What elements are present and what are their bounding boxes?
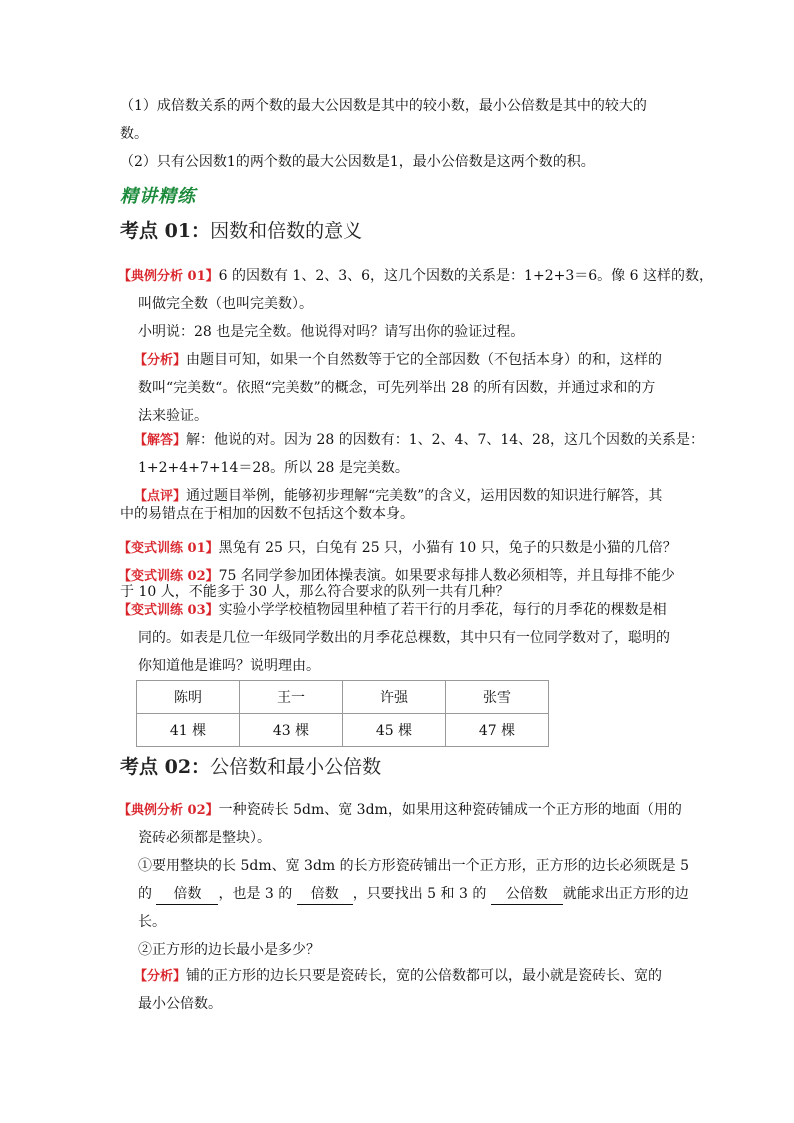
analysis-tag: 【分析】 <box>134 353 187 368</box>
variant-02-tag: 【变式训练 02】 <box>118 569 219 584</box>
table-row <box>137 681 549 714</box>
kaodian-02-title: 公倍数和最小公倍数 <box>210 756 382 778</box>
question-1-line-3: 长。 <box>138 914 166 930</box>
variant-01-text: 黑兔有 25 只，白兔有 25 只，小猫有 10 只，兔子的只数是小猫的几倍？ <box>218 540 677 556</box>
variant-02-line-2: 于 10 人，不能多于 30 人，那么符合要求的队列一共有几种？ <box>120 584 510 600</box>
answer-01-text-1: 解：他说的对。因为 28 的因数有：1、2、4、7、14、28，这几个因数的关系是： <box>186 432 704 448</box>
comment-01-line-2: 中的易错点在于相加的因数不包括这个数本身。 <box>120 506 414 522</box>
table-cell: 张雪 <box>446 681 549 714</box>
example-01-line-1 <box>118 266 713 287</box>
variant-03-text-1: 实验小学学校植物园里种植了若干行的月季花，每行的月季花的棵数是相 <box>218 602 667 618</box>
variant-01-tag: 【变式训练 01】 <box>118 541 219 556</box>
analysis-02-tag: 【分析】 <box>134 969 187 984</box>
kaodian-01-title: 因数和倍数的意义 <box>210 220 363 242</box>
analysis-01-text-1: 由题目可知，如果一个自然数等于它的全部因数（不包括本身）的和，这样的 <box>186 352 663 368</box>
kaodian-02-heading <box>120 752 381 779</box>
kaodian-02-label: 考点 02： <box>120 756 211 778</box>
table-cell: 王一 <box>240 681 343 714</box>
table-row <box>137 714 549 747</box>
example-01-line-2: 叫做完全数（也叫完美数）。 <box>138 296 313 312</box>
analysis-01-line-1 <box>134 350 662 371</box>
table-cell: 43 棵 <box>240 714 343 747</box>
table-cell: 陈明 <box>137 681 240 714</box>
intro-line-2: （2）只有公因数1的两个数的最大公因数是1，最小公倍数是这两个数的积。 <box>120 154 595 170</box>
section-heading: 精讲精练 <box>120 186 196 207</box>
example-01-line-3: 小明说：28 也是完全数。他说得对吗？请写出你的验证过程。 <box>138 324 525 340</box>
answer-01-line-2: 1+2+4+7+14＝28。所以 28 是完美数。 <box>138 460 409 476</box>
intro-line-1b: 数。 <box>120 126 148 142</box>
variant-03-line-3: 你知道他是谁吗？说明理由。 <box>138 658 320 674</box>
variant-01 <box>118 538 677 559</box>
blank-answer-1: 倍数 <box>156 884 218 905</box>
example-02-text-1: 一种瓷砖长 5dm、宽 3dm，如果用这种瓷砖铺成一个正方形的地面（用的 <box>218 802 682 818</box>
question-1-mid-1: ，也是 3 的 <box>218 886 293 902</box>
comment-tag: 【点评】 <box>134 489 187 504</box>
analysis-02-line-1 <box>134 966 662 987</box>
intro-line-1: （1）成倍数关系的两个数的最大公因数是其中的较小数，最小公倍数是其中的较大的 <box>120 98 647 114</box>
answer-01-line-1 <box>134 430 704 451</box>
example-01-tag: 【典例分析 01】 <box>118 269 219 284</box>
question-1-pre: 的 <box>138 886 152 902</box>
question-1-mid-2: ，只要找出 5 和 3 的 <box>352 886 487 902</box>
analysis-01-line-2: 数叫“完美数“。依照“完美数”的概念，可先列举出 28 的所有因数，并通过求和的方 <box>138 380 656 396</box>
table-cell: 许强 <box>343 681 446 714</box>
kaodian-01-heading <box>120 216 362 243</box>
flower-count-table <box>136 680 549 747</box>
question-2: ②正方形的边长最小是多少？ <box>138 942 320 958</box>
variant-02-text-1: 75 名同学参加团体操表演。如果要求每排人数必须相等，并且每排不能少 <box>218 568 675 584</box>
question-1-post: 就能求出正方形的边 <box>562 886 689 902</box>
question-1-line-2 <box>138 884 689 905</box>
answer-tag: 【解答】 <box>134 433 187 448</box>
variant-03-line-2: 同的。如表是几位一年级同学数出的月季花总棵数，其中只有一位同学数对了，聪明的 <box>138 630 670 646</box>
kaodian-01-label: 考点 01： <box>120 220 211 242</box>
example-01-text-1: 6 的因数有 1、2、3、6，这几个因数的关系是：1+2+3＝6。像 6 这样的数， <box>218 268 713 284</box>
analysis-02-text-1: 铺的正方形的边长只要是瓷砖长，宽的公倍数都可以，最小就是瓷砖长、宽的 <box>186 968 663 984</box>
table-cell: 45 棵 <box>343 714 446 747</box>
example-02-tag: 【典例分析 02】 <box>118 803 219 818</box>
analysis-02-line-2: 最小公倍数。 <box>138 996 222 1012</box>
analysis-01-line-3: 法来验证。 <box>138 408 208 424</box>
example-02-line-2: 瓷砖必须都是整块）。 <box>138 830 271 846</box>
variant-03-tag: 【变式训练 03】 <box>118 603 219 618</box>
blank-answer-2: 倍数 <box>297 884 353 905</box>
example-02-line-1 <box>118 800 682 821</box>
question-1-line-1: ①要用整块的长 5dm、宽 3dm 的长方形瓷砖铺出一个正方形，正方形的边长必须既是 5 <box>138 858 689 874</box>
table-cell: 41 棵 <box>137 714 240 747</box>
table-cell: 47 棵 <box>446 714 549 747</box>
comment-01-text-1: 通过题目举例，能够初步理解“完美数”的含义，运用因数的知识进行解答，其 <box>186 488 663 504</box>
variant-03-line-1 <box>118 600 667 621</box>
blank-answer-3: 公倍数 <box>491 884 563 905</box>
